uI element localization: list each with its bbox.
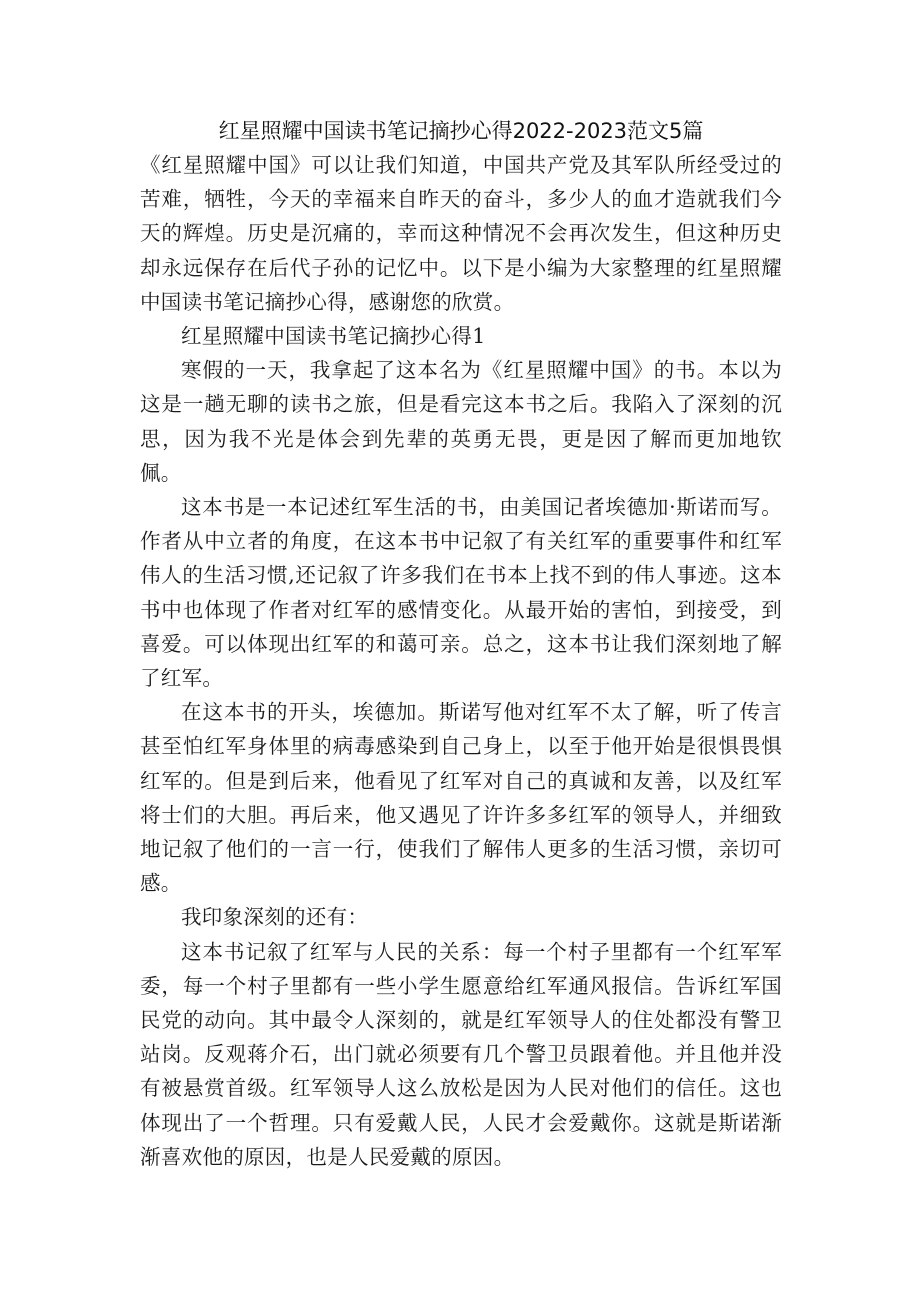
body-paragraph: 寒假的一天，我拿起了这本名为《红星照耀中国》的书。本以为这是一趟无聊的读书之旅，但是看完这本书之后。我陷入了深刻的沉思，因为我不光是体会到先辈的英勇无畏，更是因了解而更加地钦佩。 [140,358,782,485]
section-heading: 红星照耀中国读书笔记摘抄心得1 [181,324,486,349]
body-paragraph: 我印象深刻的还有： [181,905,369,930]
document-page [140,114,782,1174]
body-paragraph: 这本书记叙了红军与人民的关系：每一个村子里都有一个红军军委，每一个村子里都有一些小学生愿意给红军通风报信。告诉红军国民党的动向。其中最令人深刻的，就是红军领导人的住处都没有警卫站岗。反观蒋介石，出门就必须要有几个警卫员跟着他。并且他并没有被悬赏首级。红军领导人这么放松是因为人民对他们的信任。这也体现出了一个哲理。只有爱戴人民，人民才会爱戴你。这就是斯诺渐渐喜欢他的原因，也是人民爱戴的原因。 [140,939,782,1169]
intro-paragraph: 《红星照耀中国》可以让我们知道，中国共产党及其军队所经受过的苦难，牺牲，今天的幸福来自昨天的奋斗，多少人的血才造就我们今天的辉煌。历史是沉痛的，幸而这种情况不会再次发生，但这种历史却永远保存在后代子孙的记忆中。以下是小编为大家整理的红星照耀中国读书笔记摘抄心得，感谢您的欣赏。 [140,153,782,314]
document-title: 红星照耀中国读书笔记摘抄心得2022-2023范文5篇 [218,119,704,143]
body-paragraph: 这本书是一本记述红军生活的书，由美国记者埃德加·斯诺而写。作者从中立者的角度，在这本书中记叙了有关红军的重要事件和红军伟人的生活习惯,还记叙了许多我们在书本上找不到的伟人事迹。这本书中也体现了作者对红军的感情变化。从最开始的害怕，到接受，到喜爱。可以体现出红军的和蔼可亲。总之，这本书让我们深刻地了解了红军。 [140,495,782,691]
body-paragraph: 在这本书的开头，埃德加。斯诺写他对红军不太了解，听了传言甚至怕红军身体里的病毒感染到自己身上，以至于他开始是很惧畏惧红军的。但是到后来，他看见了红军对自己的真诚和友善，以及红军将士们的大胆。再后来，他又遇见了许许多多红军的领导人，并细致地记叙了他们的一言一行，使我们了解伟人更多的生活习惯，亲切可感。 [140,700,782,896]
